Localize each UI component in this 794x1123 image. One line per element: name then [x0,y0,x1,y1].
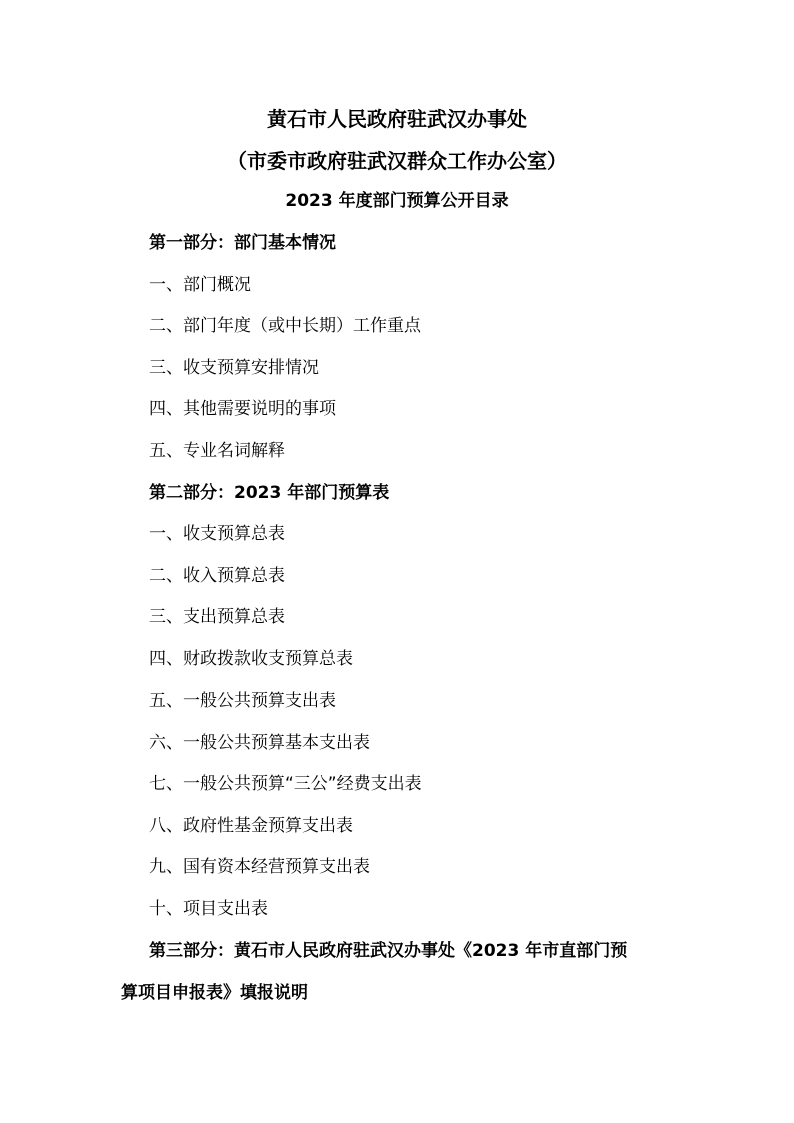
part2-item: 一、收支预算总表 [149,524,285,544]
part1-item: 三、收支预算安排情况 [149,358,319,378]
part2-item: 三、支出预算总表 [149,607,285,627]
part2-heading: 第二部分：2023 年部门预算表 [149,483,390,503]
part1-item: 二、部门年度（或中长期）工作重点 [149,316,421,336]
part2-item: 九、国有资本经营预算支出表 [149,857,370,877]
part2-item: 二、收入预算总表 [149,566,285,586]
document-title: 黄石市人民政府驻武汉办事处 [267,107,527,131]
part2-item: 十、项目支出表 [149,899,268,919]
part1-heading: 第一部分：部门基本情况 [149,233,336,253]
part2-item: 四、财政拨款收支预算总表 [149,649,353,669]
document-heading: 2023 年度部门预算公开目录 [285,191,509,211]
part1-item: 一、部门概况 [149,275,251,295]
part2-item: 六、一般公共预算基本支出表 [149,733,370,753]
document-subtitle: （市委市政府驻武汉群众工作办公室） [227,149,567,173]
part2-item: 五、一般公共预算支出表 [149,691,336,711]
part1-item: 四、其他需要说明的事项 [149,399,336,419]
part3-heading-continued: 算项目申报表》填报说明 [121,983,308,1003]
part2-item: 八、政府性基金预算支出表 [149,816,353,836]
part2-item: 七、一般公共预算“三公”经费支出表 [149,774,422,794]
part1-item: 五、专业名词解释 [149,441,285,461]
part3-heading: 第三部分：黄石市人民政府驻武汉办事处《2023 年市直部门预 [149,941,628,961]
